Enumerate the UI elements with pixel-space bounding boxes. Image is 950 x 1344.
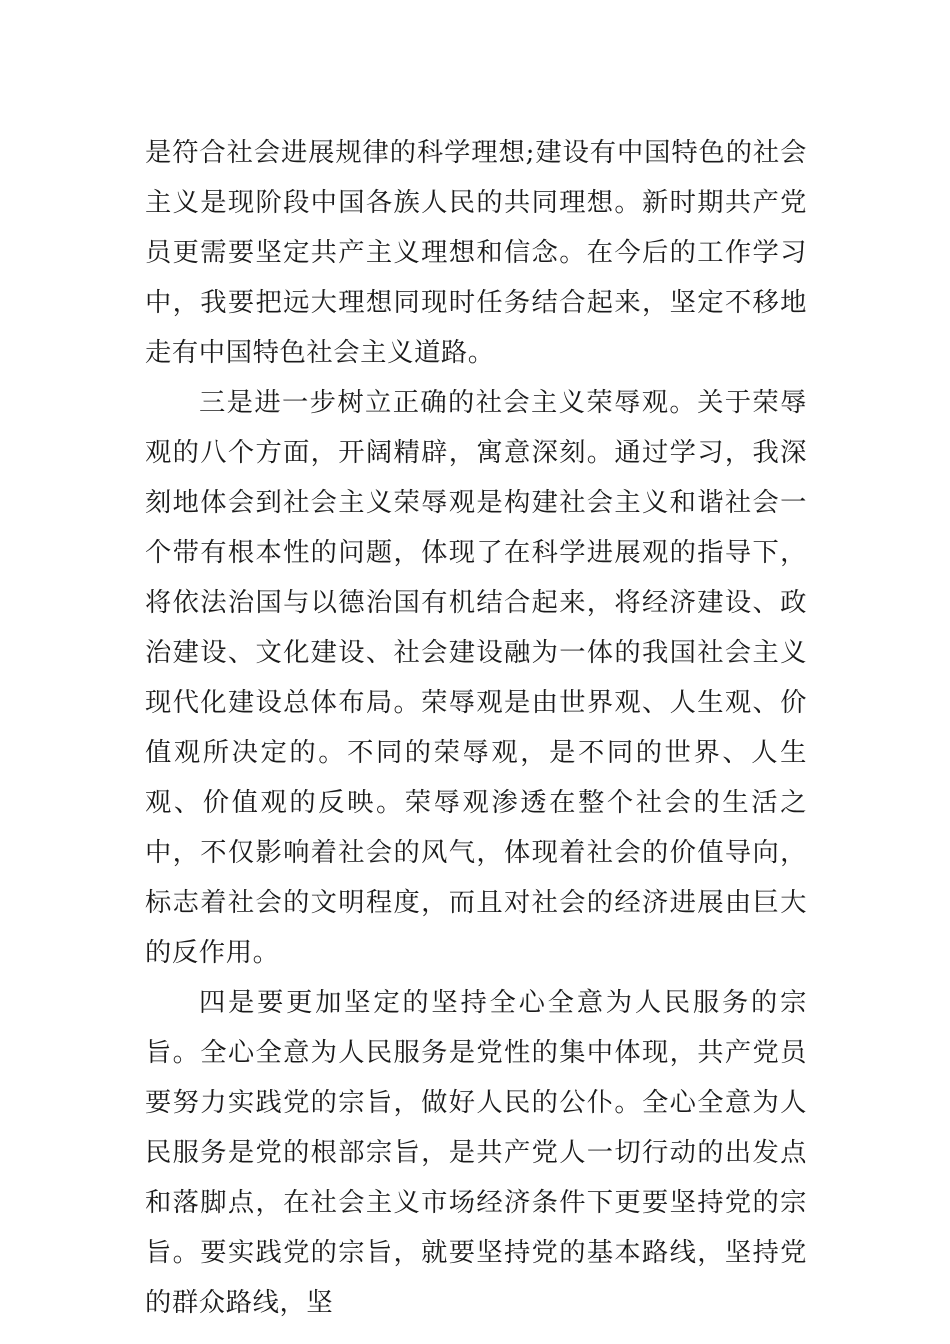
paragraph-ideals: 是符合社会进展规律的科学理想;建设有中国特色的社会主义是现阶段中国各族人民的共同理想。新时期共产党员更需要坚定共产主义理想和信念。在今后的工作学习中，我要把远大理想同现时任务结合起来，坚定不移地走有中国特色社会主义道路。 bbox=[145, 138, 807, 368]
document-body bbox=[145, 128, 807, 1328]
paragraph-honor-disgrace: 三是进一步树立正确的社会主义荣辱观。关于荣辱观的八个方面，开阔精辟，寓意深刻。通过学习，我深刻地体会到社会主义荣辱观是构建社会主义和谐社会一个带有根本性的问题，体现了在科学进展观的指导下，将依法治国与以德治国有机结合起来，将经济建设、政治建设、文化建设、社会建设融为一体的我国社会主义现代化建设总体布局。荣辱观是由世界观、人生观、价值观所决定的。不同的荣辱观，是不同的世界、人生观、价值观的反映。荣辱观渗透在整个社会的生活之中，不仅影响着社会的风气，体现着社会的价值导向，标志着社会的文明程度，而且对社会的经济进展由巨大的反作用。 bbox=[145, 388, 807, 968]
paragraph-serve-the-people: 四是要更加坚定的坚持全心全意为人民服务的宗旨。全心全意为人民服务是党性的集中体现，共产党员要努力实践党的宗旨，做好人民的公仆。全心全意为人民服务是党的根部宗旨，是共产党人一切行动的出发点和落脚点，在社会主义市场经济条件下更要坚持党的宗旨。要实践党的宗旨，就要坚持党的基本路线，坚持党的群众路线，坚 bbox=[145, 988, 807, 1318]
